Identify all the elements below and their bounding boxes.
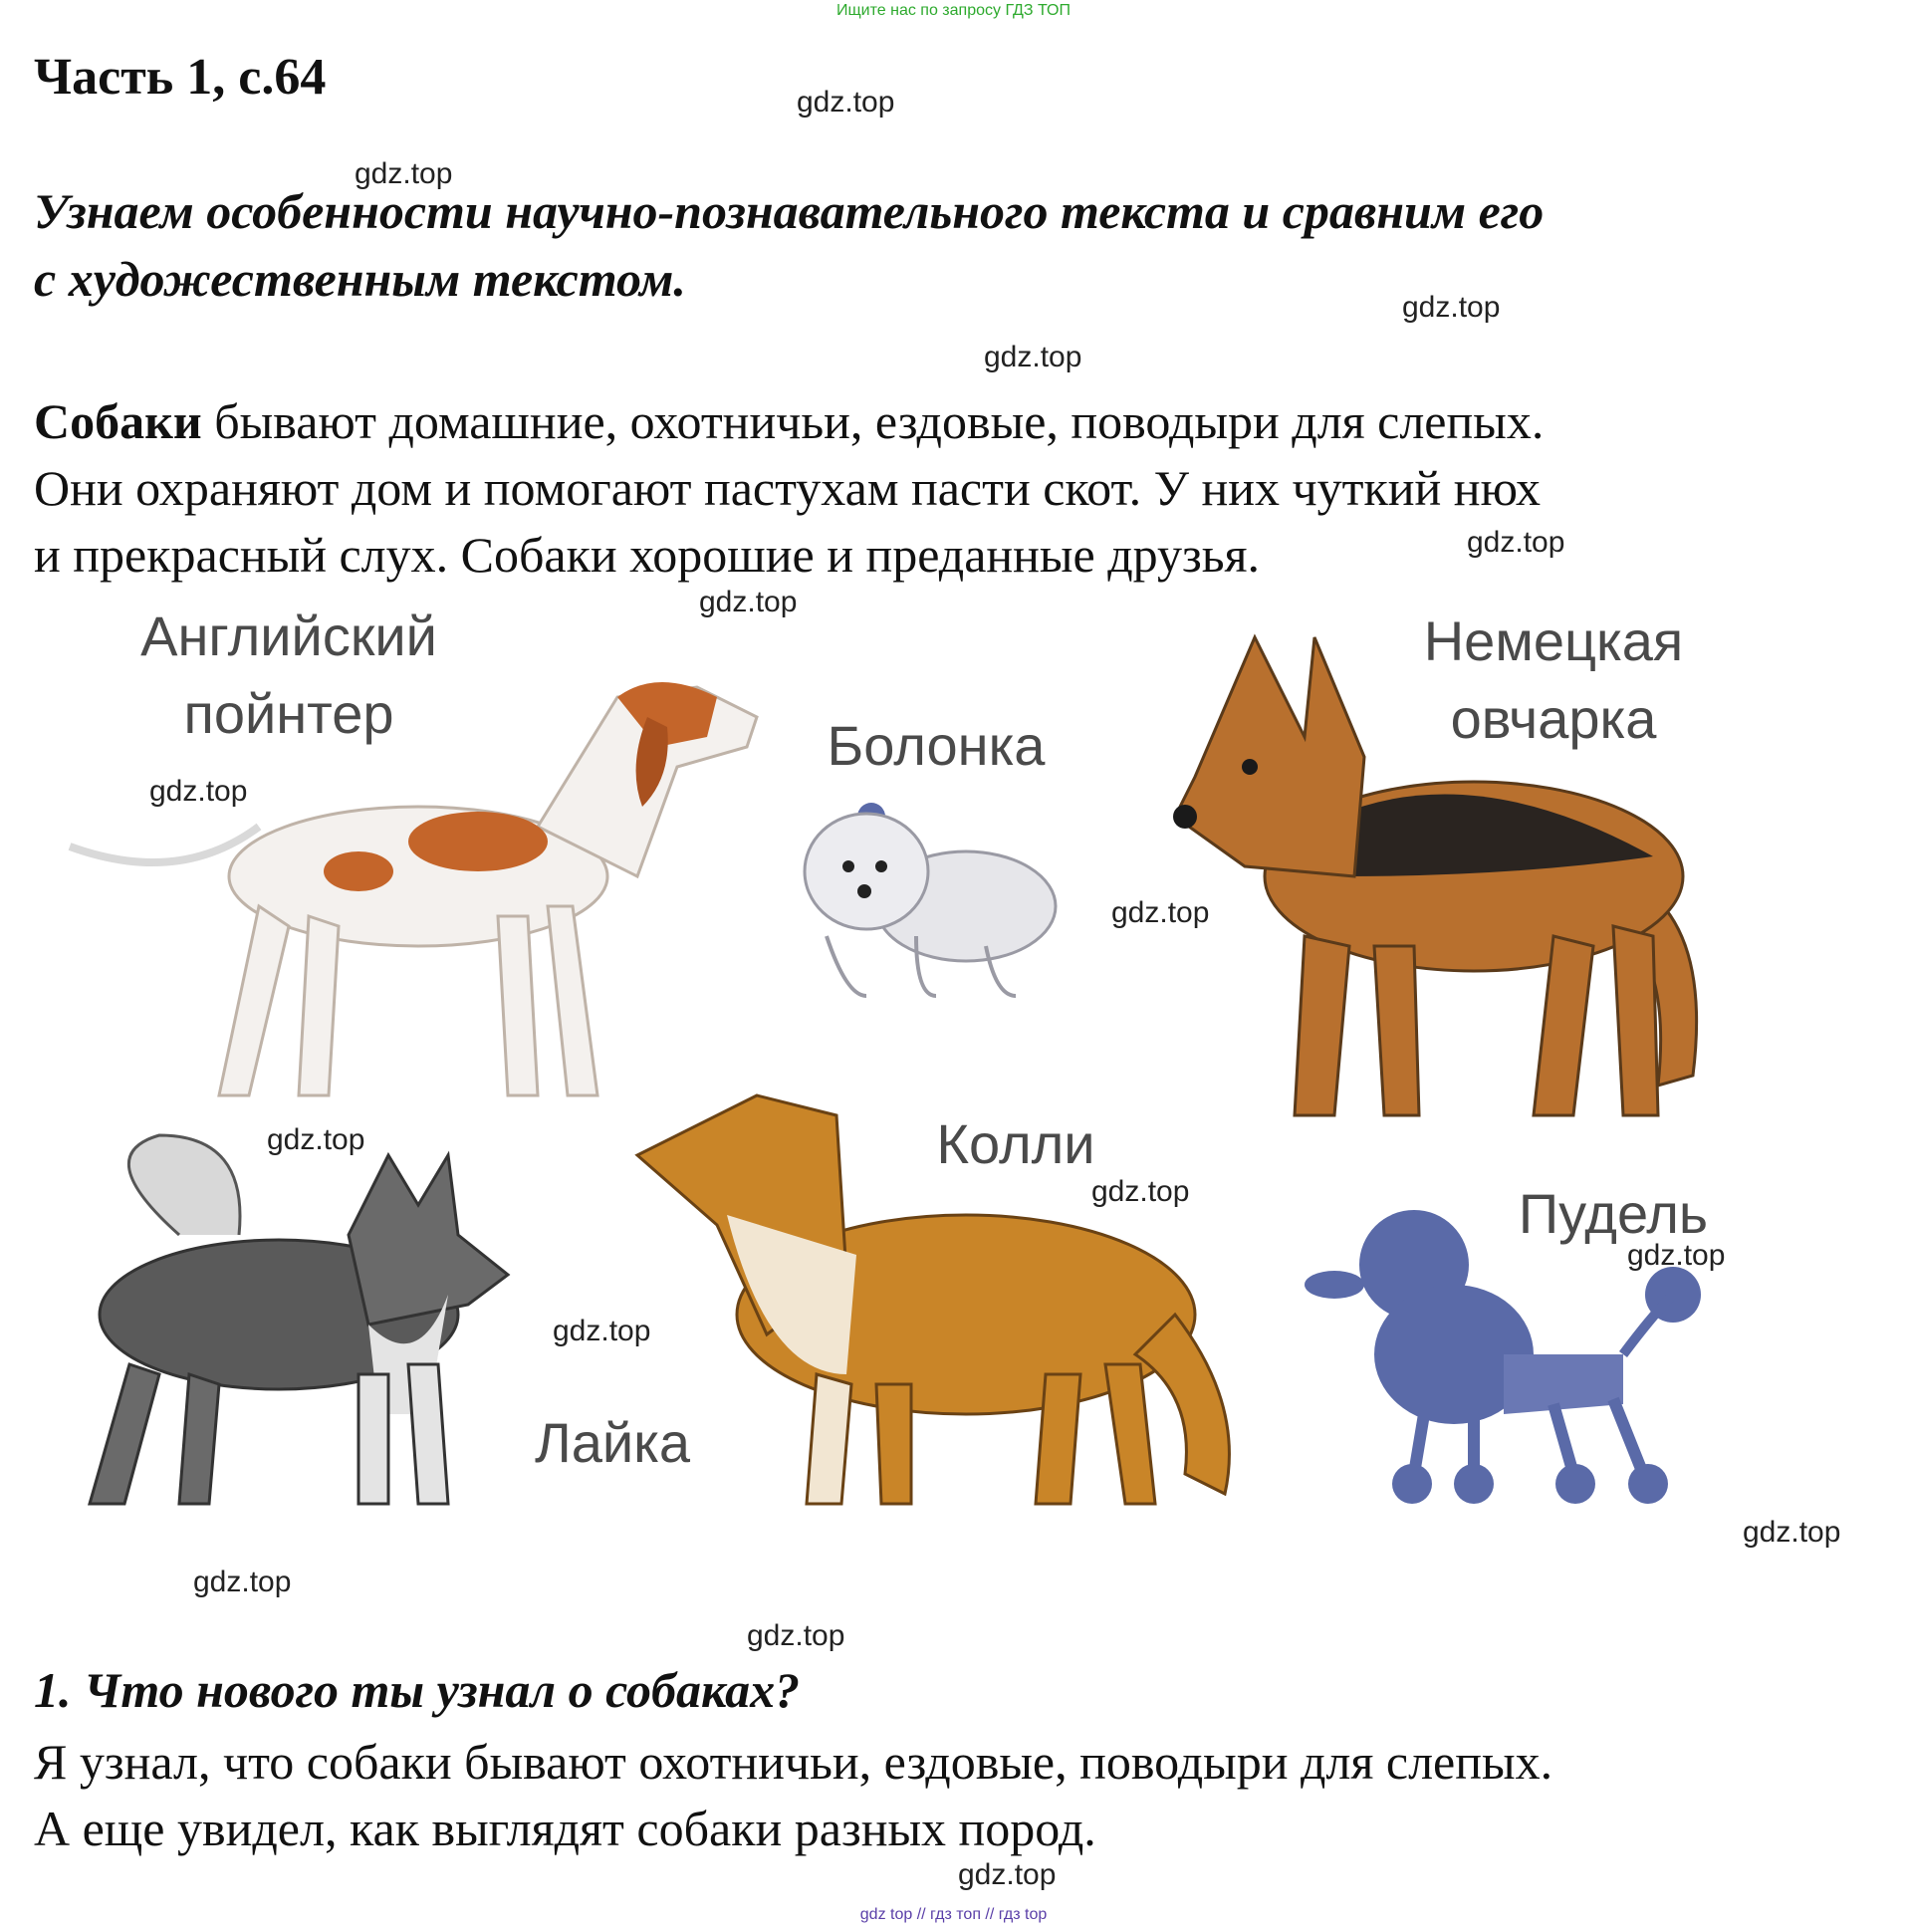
breed-label-poodle: Пудель — [1518, 1182, 1709, 1245]
laika-illustration — [50, 1115, 518, 1514]
watermark: gdz.top — [958, 1858, 1057, 1891]
breed-label-pointer-line-1: Английский — [140, 604, 437, 667]
answer-line-2: А еще увидел, как выглядят собаки разных пород. — [34, 1801, 1096, 1856]
breed-label-pointer-line-2: пойнтер — [183, 682, 394, 745]
bolonka-illustration — [787, 797, 1066, 1006]
watermark: gdz.top — [1627, 1239, 1726, 1272]
watermark: gdz.top — [747, 1619, 845, 1652]
paragraph-line-1 — [34, 388, 1886, 455]
task-line-1: Узнаем особенности научно-познавательного текста и сравним его — [34, 183, 1545, 239]
answer-line-1: Я узнал, что собаки бывают охотничьи, ездовые, поводыри для слепых. — [34, 1734, 1553, 1790]
watermark: gdz.top — [984, 341, 1082, 373]
watermark: gdz.top — [1467, 526, 1565, 559]
paragraph-line-1-rest: бывают домашние, охотничьи, ездовые, поводыри для слепых. — [201, 393, 1545, 449]
task-line-2: с художественным текстом. — [34, 251, 686, 307]
page-title: Часть 1, с.64 — [34, 49, 327, 106]
watermark: gdz.top — [553, 1315, 651, 1347]
watermark: gdz.top — [1402, 291, 1501, 324]
dog-breeds-illustration — [0, 588, 1907, 1544]
breed-label-bolonka: Болонка — [827, 714, 1046, 777]
task-heading — [34, 177, 1866, 313]
top-banner[interactable]: Ищите нас по запросу ГДЗ ТОП — [836, 2, 1071, 19]
question-heading: 1. Что нового ты узнал о собаках? — [34, 1662, 801, 1718]
bottom-banner[interactable]: gdz top // гдз топ // гдз top — [859, 1906, 1048, 1923]
watermark: gdz.top — [797, 86, 895, 119]
paragraph-line-2: Они охраняют дом и помогают пастухам пасти скот. У них чуткий нюх — [34, 460, 1541, 516]
dogs-paragraph — [34, 388, 1886, 589]
watermark: gdz.top — [1091, 1175, 1190, 1208]
breed-label-shepherd — [1374, 603, 1733, 758]
answer-text — [34, 1729, 1886, 1862]
paragraph-bold-word: Собаки — [34, 393, 202, 449]
breed-label-laika: Лайка — [534, 1411, 691, 1474]
breed-label-shepherd-line-1: Немецкая — [1423, 609, 1684, 672]
watermark: gdz.top — [355, 157, 453, 190]
watermark: gdz.top — [1111, 896, 1210, 929]
breed-label-shepherd-line-2: овчарка — [1450, 687, 1657, 750]
watermark: gdz.top — [149, 775, 248, 808]
watermark: gdz.top — [699, 586, 798, 618]
breed-label-pointer — [90, 598, 488, 753]
paragraph-line-3: и прекрасный слух. Собаки хорошие и преданные друзья. — [34, 527, 1261, 583]
watermark: gdz.top — [267, 1123, 365, 1156]
breed-label-collie: Колли — [936, 1112, 1095, 1175]
watermark: gdz.top — [193, 1566, 292, 1598]
watermark: gdz.top — [1743, 1516, 1841, 1549]
